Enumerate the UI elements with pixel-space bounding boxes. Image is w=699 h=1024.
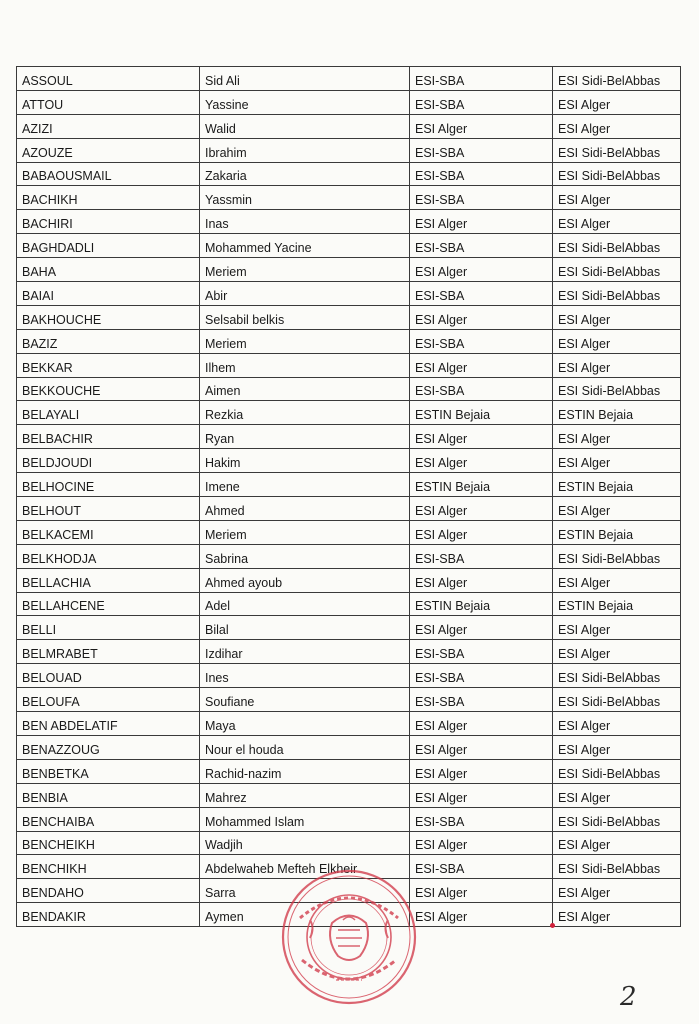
origin-school-cell: ESI Alger [410,903,553,927]
assigned-school-cell: ESI Alger [553,449,681,473]
first-name-cell: Zakaria [200,162,410,186]
first-name-cell: Mohammed Islam [200,807,410,831]
first-name-cell: Hakim [200,449,410,473]
origin-school-cell: ESTIN Bejaia [410,592,553,616]
last-name-cell: BELDJOUDI [17,449,200,473]
table-row [17,449,681,473]
assigned-school-cell: ESI Alger [553,425,681,449]
table-row [17,425,681,449]
table-row [17,305,681,329]
first-name-cell: Sid Ali [200,67,410,91]
assigned-school-cell: ESI Alger [553,114,681,138]
origin-school-cell: ESI Alger [410,520,553,544]
assigned-school-cell: ESI Sidi-BelAbbas [553,67,681,91]
first-name-cell: Yassine [200,90,410,114]
last-name-cell: BENCHEIKH [17,831,200,855]
last-name-cell: ASSOUL [17,67,200,91]
assigned-school-cell: ESI Sidi-BelAbbas [553,688,681,712]
assigned-school-cell: ESI Alger [553,186,681,210]
origin-school-cell: ESI-SBA [410,640,553,664]
last-name-cell: BELOUAD [17,664,200,688]
last-name-cell: BELMRABET [17,640,200,664]
origin-school-cell: ESI-SBA [410,67,553,91]
assigned-school-cell: ESI Alger [553,903,681,927]
origin-school-cell: ESI-SBA [410,90,553,114]
last-name-cell: BEKKAR [17,353,200,377]
table-row [17,377,681,401]
assigned-school-cell: ESI Alger [553,90,681,114]
first-name-cell: Sarra [200,879,410,903]
first-name-cell: Mahrez [200,783,410,807]
last-name-cell: BENCHAIBA [17,807,200,831]
origin-school-cell: ESI-SBA [410,377,553,401]
first-name-cell: Bilal [200,616,410,640]
last-name-cell: BELLI [17,616,200,640]
origin-school-cell: ESI Alger [410,449,553,473]
last-name-cell: BAHA [17,258,200,282]
last-name-cell: BELBACHIR [17,425,200,449]
first-name-cell: Walid [200,114,410,138]
table-row [17,162,681,186]
table-row [17,210,681,234]
table-row [17,138,681,162]
assigned-school-cell: ESI Alger [553,616,681,640]
origin-school-cell: ESI-SBA [410,807,553,831]
table-row [17,616,681,640]
last-name-cell: BELOUFA [17,688,200,712]
first-name-cell: Ines [200,664,410,688]
last-name-cell: BELHOCINE [17,473,200,497]
origin-school-cell: ESI-SBA [410,162,553,186]
first-name-cell: Rachid-nazim [200,759,410,783]
last-name-cell: ATTOU [17,90,200,114]
origin-school-cell: ESI Alger [410,712,553,736]
origin-school-cell: ESI Alger [410,783,553,807]
origin-school-cell: ESI-SBA [410,664,553,688]
first-name-cell: Ahmed ayoub [200,568,410,592]
table-row [17,879,681,903]
origin-school-cell: ESI Alger [410,616,553,640]
table-row [17,329,681,353]
assigned-school-cell: ESTIN Bejaia [553,520,681,544]
table-row [17,401,681,425]
first-name-cell: Adel [200,592,410,616]
first-name-cell: Sabrina [200,544,410,568]
origin-school-cell: ESI Alger [410,210,553,234]
first-name-cell: Abir [200,282,410,306]
first-name-cell: Abdelwaheb Mefteh Elkheir [200,855,410,879]
origin-school-cell: ESI Alger [410,258,553,282]
origin-school-cell: ESI Alger [410,305,553,329]
assigned-school-cell: ESI Alger [553,831,681,855]
assigned-school-cell: ESI Sidi-BelAbbas [553,258,681,282]
origin-school-cell: ESI-SBA [410,282,553,306]
origin-school-cell: ESI Alger [410,879,553,903]
last-name-cell: BACHIKH [17,186,200,210]
assigned-school-cell: ESI Sidi-BelAbbas [553,377,681,401]
table-row [17,544,681,568]
assigned-school-cell: ESI Alger [553,305,681,329]
first-name-cell: Inas [200,210,410,234]
assigned-school-cell: ESI Sidi-BelAbbas [553,664,681,688]
origin-school-cell: ESI Alger [410,759,553,783]
first-name-cell: Aymen [200,903,410,927]
assigned-school-cell: ESI Alger [553,783,681,807]
origin-school-cell: ESI-SBA [410,138,553,162]
table-row [17,688,681,712]
last-name-cell: BAKHOUCHE [17,305,200,329]
table-row [17,640,681,664]
table-row [17,473,681,497]
table-row [17,90,681,114]
first-name-cell: Ryan [200,425,410,449]
table-row [17,353,681,377]
first-name-cell: Meriem [200,329,410,353]
last-name-cell: BAGHDADLI [17,234,200,258]
origin-school-cell: ESI Alger [410,735,553,759]
assigned-school-cell: ESI Sidi-BelAbbas [553,282,681,306]
assigned-school-cell: ESI Sidi-BelAbbas [553,807,681,831]
last-name-cell: BENDAKIR [17,903,200,927]
first-name-cell: Ilhem [200,353,410,377]
assigned-school-cell: ESI Sidi-BelAbbas [553,162,681,186]
last-name-cell: BENDAHO [17,879,200,903]
last-name-cell: BENBETKA [17,759,200,783]
table-row [17,282,681,306]
first-name-cell: Wadjih [200,831,410,855]
last-name-cell: BELLACHIA [17,568,200,592]
origin-school-cell: ESI Alger [410,425,553,449]
assigned-school-cell: ESI Alger [553,497,681,521]
students-table [16,66,681,927]
table-row [17,234,681,258]
last-name-cell: BELAYALI [17,401,200,425]
table-row [17,759,681,783]
first-name-cell: Izdihar [200,640,410,664]
origin-school-cell: ESTIN Bejaia [410,401,553,425]
table-row [17,712,681,736]
assigned-school-cell: ESI Sidi-BelAbbas [553,759,681,783]
assigned-school-cell: ESI Alger [553,353,681,377]
assigned-school-cell: ESI Alger [553,329,681,353]
table-row [17,903,681,927]
assigned-school-cell: ESI Sidi-BelAbbas [553,855,681,879]
origin-school-cell: ESI Alger [410,497,553,521]
table-row [17,497,681,521]
last-name-cell: BAIAI [17,282,200,306]
last-name-cell: BELHOUT [17,497,200,521]
assigned-school-cell: ESI Alger [553,879,681,903]
origin-school-cell: ESI Alger [410,568,553,592]
origin-school-cell: ESI-SBA [410,544,553,568]
last-name-cell: BENBIA [17,783,200,807]
last-name-cell: BENAZZOUG [17,735,200,759]
table-row [17,258,681,282]
last-name-cell: BELKACEMI [17,520,200,544]
first-name-cell: Maya [200,712,410,736]
last-name-cell: BENCHIKH [17,855,200,879]
students-table-body [17,67,681,927]
origin-school-cell: ESI-SBA [410,855,553,879]
origin-school-cell: ESI-SBA [410,688,553,712]
first-name-cell: Selsabil belkis [200,305,410,329]
origin-school-cell: ESI-SBA [410,234,553,258]
last-name-cell: BEN ABDELATIF [17,712,200,736]
origin-school-cell: ESTIN Bejaia [410,473,553,497]
ink-mark [550,923,555,928]
assigned-school-cell: ESI Alger [553,210,681,234]
origin-school-cell: ESI-SBA [410,329,553,353]
origin-school-cell: ESI Alger [410,114,553,138]
assigned-school-cell: ESTIN Bejaia [553,592,681,616]
last-name-cell: BELLAHCENE [17,592,200,616]
table-row [17,114,681,138]
origin-school-cell: ESI Alger [410,353,553,377]
origin-school-cell: ESI Alger [410,831,553,855]
first-name-cell: Yassmin [200,186,410,210]
last-name-cell: AZOUZE [17,138,200,162]
table-row [17,664,681,688]
first-name-cell: Ibrahim [200,138,410,162]
last-name-cell: AZIZI [17,114,200,138]
first-name-cell: Meriem [200,520,410,544]
assigned-school-cell: ESI Sidi-BelAbbas [553,138,681,162]
first-name-cell: Soufiane [200,688,410,712]
assigned-school-cell: ESI Sidi-BelAbbas [553,234,681,258]
assigned-school-cell: ESI Sidi-BelAbbas [553,544,681,568]
assigned-school-cell: ESI Alger [553,735,681,759]
table-row [17,592,681,616]
assigned-school-cell: ESTIN Bejaia [553,401,681,425]
last-name-cell: BAZIZ [17,329,200,353]
page-number: 2 [620,982,637,1012]
table-row [17,67,681,91]
table-row [17,807,681,831]
table-row [17,855,681,879]
table-row [17,735,681,759]
last-name-cell: BACHIRI [17,210,200,234]
first-name-cell: Nour el houda [200,735,410,759]
last-name-cell: BEKKOUCHE [17,377,200,401]
table-row [17,831,681,855]
assigned-school-cell: ESI Alger [553,568,681,592]
first-name-cell: Imene [200,473,410,497]
table-row [17,568,681,592]
assigned-school-cell: ESI Alger [553,712,681,736]
first-name-cell: Ahmed [200,497,410,521]
table-row [17,783,681,807]
last-name-cell: BABAOUSMAIL [17,162,200,186]
first-name-cell: Rezkia [200,401,410,425]
assigned-school-cell: ESTIN Bejaia [553,473,681,497]
assigned-school-cell: ESI Alger [553,640,681,664]
first-name-cell: Aimen [200,377,410,401]
last-name-cell: BELKHODJA [17,544,200,568]
origin-school-cell: ESI-SBA [410,186,553,210]
first-name-cell: Meriem [200,258,410,282]
first-name-cell: Mohammed Yacine [200,234,410,258]
table-row [17,186,681,210]
table-row [17,520,681,544]
